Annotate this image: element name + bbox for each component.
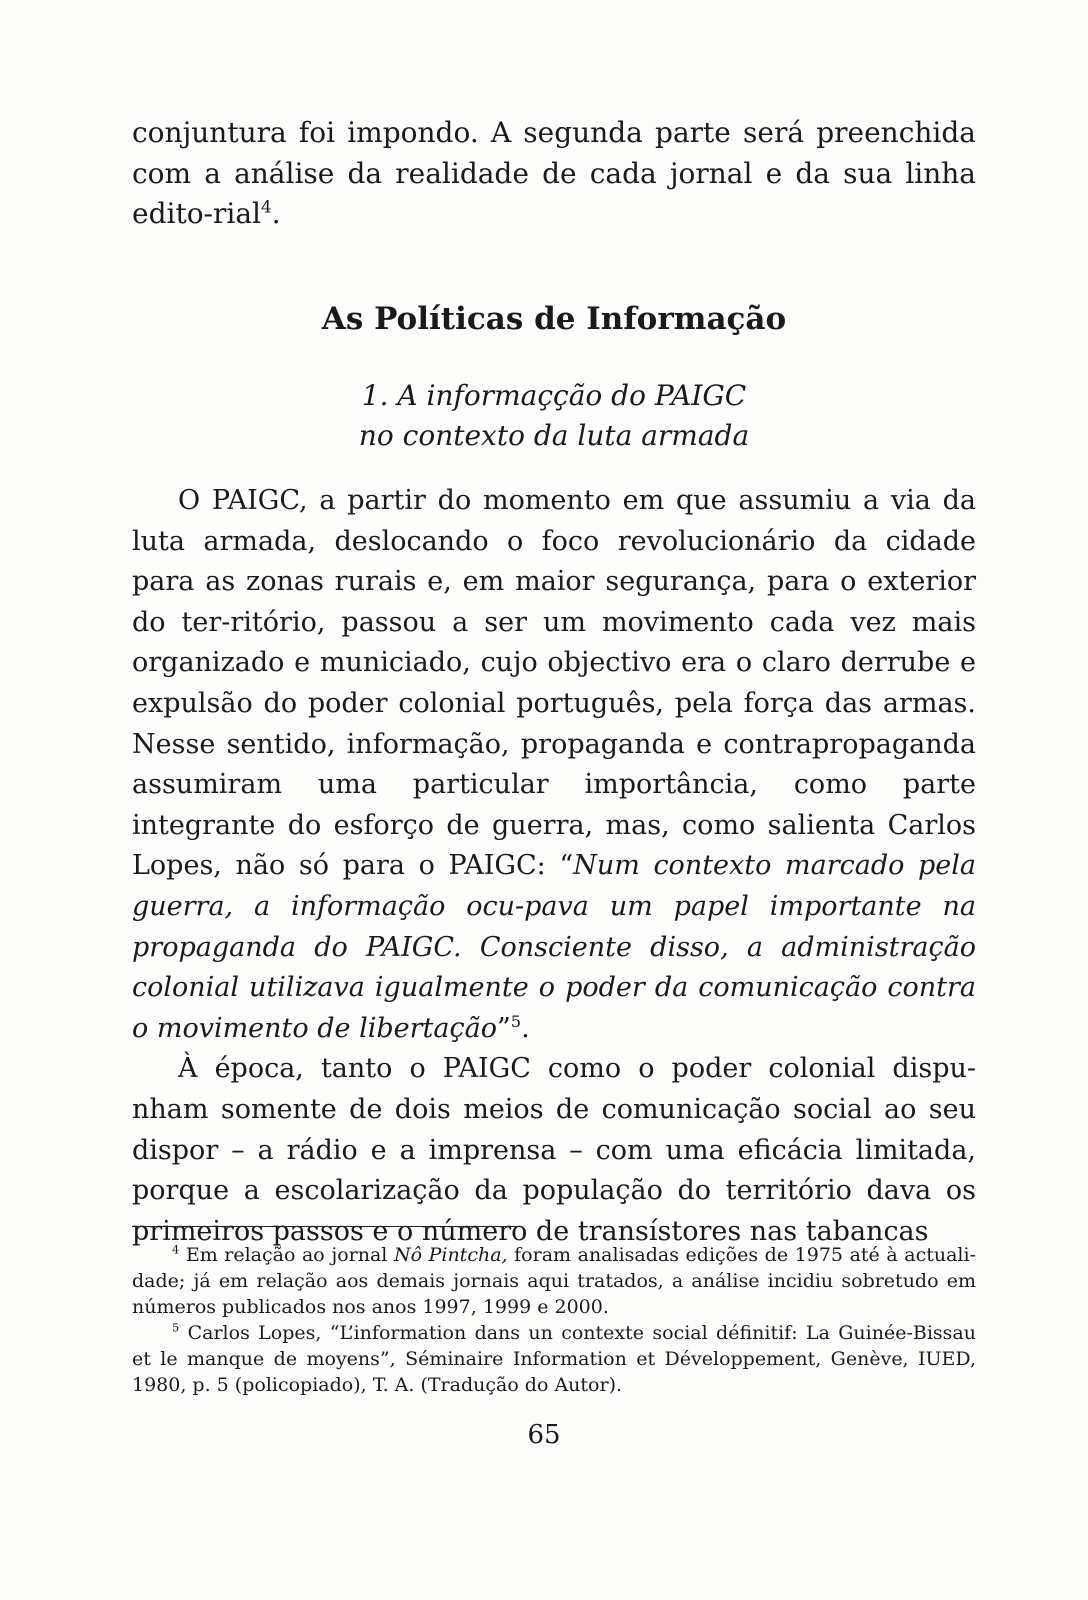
section-title: As Políticas de Informação xyxy=(321,301,787,337)
footnotes xyxy=(132,1242,976,1398)
quotation-close: ” xyxy=(496,1012,511,1044)
subsection-line-2: no contexto da luta armada xyxy=(358,419,750,452)
page-number: 65 xyxy=(527,1420,561,1450)
intro-text: conjuntura foi impondo. A segunda parte será preenchida com a análise da realidade de cada jornal e da sua linha edito-rial xyxy=(132,116,976,230)
paragraph-1-text: O PAIGC, a partir do momento em que assumiu a via da luta armada, deslocando o foco revolucionário da cidade para as zonas rurais e, em maior segurança, para o exterior do ter-ritório, passou a ser um movimento cada vez mais organizado e municiado, cujo objectivo era o claro derrube e expulsão do poder colonial português, pela força das armas. Nesse sentido, informação, propaganda e contrapropaganda assumiram uma particular importância, como parte integrante do esforço de guerra, mas, como salienta Carlos Lopes, não só para o PAIGC: “ xyxy=(132,485,976,882)
subsection-line-1: 1. A informaçção do PAIGC xyxy=(361,379,747,412)
footnote-4-number: 4 xyxy=(172,1242,180,1257)
footnote-ref-4: 4 xyxy=(261,196,272,217)
paragraph-1 xyxy=(132,481,976,1049)
intro-paragraph xyxy=(132,113,976,235)
quotation: Num contexto marcado pela guerra, a informação ocu-pava um papel importante na propaganda do PAIGC. Consciente disso, a administração colonial utilizava igualmente o poder da comunicação contra o movimento de libertação xyxy=(132,850,976,1044)
footnote-4 xyxy=(132,1242,976,1320)
footnote-4-title: Nô Pintcha, xyxy=(393,1244,508,1266)
footnote-5-text: Carlos Lopes, “L’information dans un contexte social définitif: La Guinée-Bissau et le manque de moyens”, Séminaire Information et Développement, Genève, IUED, 1980, p. 5 (policopiado), T. A. (Tradução do Autor). xyxy=(132,1322,976,1396)
subsection-heading xyxy=(132,376,976,456)
paragraph-2: À época, tanto o PAIGC como o poder colonial dispu-nham somente de dois meios de comunicação social ao seu dispor – a rádio e a imprensa – com uma eficácia limitada, porque a escolarização da população do território dava os primeiros passos e o número de transístores nas tabancas xyxy=(132,1053,976,1247)
footnote-5-number: 5 xyxy=(172,1320,180,1335)
footnote-ref-5: 5 xyxy=(510,1011,522,1031)
footnote-4-after: foram analisadas edições de 1975 até à actuali-dade; já em relação aos demais jornais aqui tratados, a análise incidiu sobretudo em números publicados nos anos 1997, 1999 e 2000. xyxy=(132,1244,976,1318)
footnote-4-before: Em relação ao jornal xyxy=(179,1244,394,1266)
footnote-5 xyxy=(132,1320,976,1398)
footnote-divider xyxy=(132,1226,522,1227)
main-text xyxy=(132,481,976,1252)
intro-end: . xyxy=(271,197,281,230)
paragraph-1-end: . xyxy=(521,1012,530,1044)
